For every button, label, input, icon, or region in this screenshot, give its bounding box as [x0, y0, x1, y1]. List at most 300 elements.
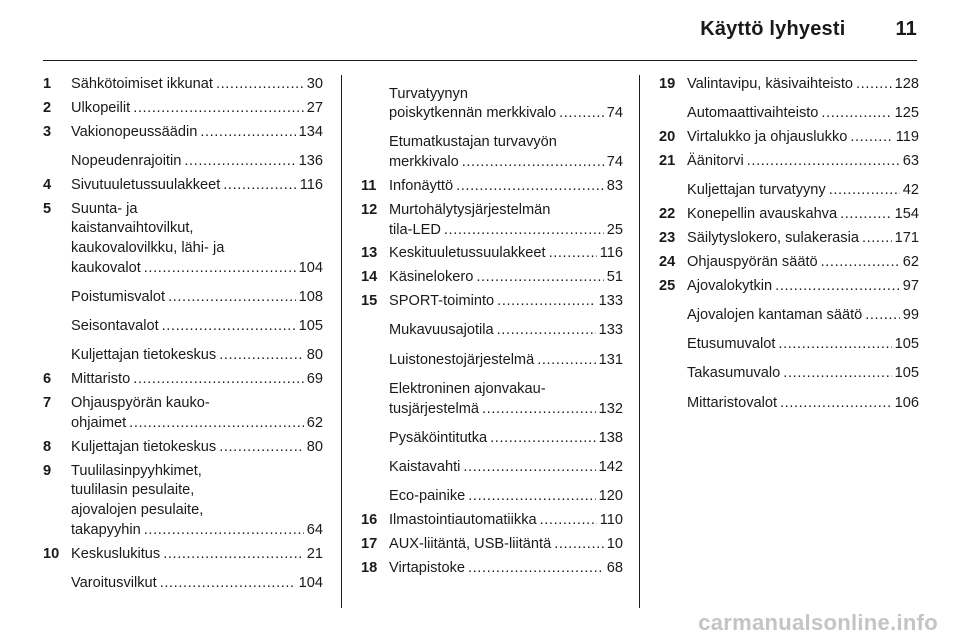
- entry-last-line: [389, 153, 623, 173]
- item-number: 13: [361, 245, 378, 262]
- dot-leader: [219, 438, 304, 458]
- entry-text: [389, 244, 623, 264]
- index-entry: [659, 306, 919, 326]
- entry-label: Ajovalokytkin: [687, 277, 773, 294]
- index-entry: [361, 292, 623, 312]
- index-entry: [659, 181, 919, 201]
- entry-text: [687, 335, 919, 355]
- entry-last-line: [687, 306, 919, 326]
- index-entry: [361, 559, 623, 579]
- index-entry: [361, 244, 623, 264]
- entry-text: [687, 394, 919, 414]
- entry-text: [71, 99, 323, 119]
- entry-text: [389, 487, 623, 507]
- dot-leader: [168, 288, 296, 308]
- entry-label: Sähkötoimiset ikkunat: [71, 76, 213, 92]
- entry-last-line: [389, 351, 623, 371]
- page-reference: 104: [298, 574, 323, 591]
- entry-text: [71, 346, 323, 366]
- entry-last-line: [71, 414, 323, 434]
- page-reference: 21: [306, 545, 323, 562]
- item-number: 14: [361, 269, 378, 286]
- item-number: 3: [43, 123, 52, 140]
- index-column-1: [43, 75, 323, 598]
- page-header: [700, 18, 917, 41]
- index-entry: [43, 346, 323, 366]
- entry-last-line: [389, 458, 623, 478]
- dot-leader: [468, 487, 595, 507]
- entry-last-line: [71, 259, 323, 279]
- entry-text: [687, 277, 919, 297]
- entry-last-line: [71, 438, 323, 458]
- page-reference: 106: [894, 394, 919, 411]
- page-reference: 80: [306, 438, 323, 455]
- entry-label: Kuljettajan tietokeskus: [71, 438, 217, 455]
- entry-text: [71, 317, 323, 337]
- page-reference: 133: [598, 293, 623, 310]
- entry-label: Käsinelokero: [389, 269, 474, 286]
- item-number: 18: [361, 559, 378, 576]
- entry-label: Valintavipu, käsivaihteisto: [687, 76, 854, 92]
- entry-last-line: [71, 317, 323, 337]
- page-reference: 108: [298, 289, 323, 306]
- dot-leader: [133, 370, 304, 390]
- index-entry: [659, 277, 919, 297]
- page-reference: 131: [598, 351, 623, 368]
- dot-leader: [780, 394, 892, 414]
- item-number: 15: [361, 293, 378, 310]
- entry-line: Suunta- ja: [71, 200, 138, 217]
- page-reference: 116: [599, 245, 623, 262]
- index-entry: [43, 123, 323, 143]
- entry-text: [71, 438, 323, 458]
- dot-leader: [559, 104, 604, 124]
- entry-text: [71, 152, 323, 172]
- entry-label: Ulkopeilit: [71, 99, 131, 116]
- dot-leader: [490, 429, 595, 449]
- index-entry: [361, 511, 623, 531]
- entry-text: [687, 181, 919, 201]
- entry-last-line: [389, 400, 623, 420]
- dot-leader: [184, 152, 295, 172]
- index-entry: [43, 152, 323, 172]
- page-reference: 83: [606, 178, 623, 194]
- entry-label: Keskituuletussuulakkeet: [389, 245, 546, 262]
- entry-text: [389, 321, 623, 341]
- item-number: 21: [659, 152, 676, 169]
- entry-last-line: [71, 99, 323, 119]
- entry-label: Sivutuuletussuulakkeet: [71, 176, 221, 193]
- column-divider-1: [341, 75, 342, 608]
- dot-leader: [144, 259, 296, 279]
- dot-leader: [554, 535, 604, 555]
- entry-label: Nopeudenrajoitin: [71, 152, 182, 169]
- page-number: 11: [895, 18, 917, 40]
- dot-leader: [840, 205, 892, 225]
- entry-last-line: [389, 429, 623, 449]
- entry-label: AUX-liitäntä, USB-liitäntä: [389, 535, 552, 552]
- entry-line: kaukovalovilkku, lähi- ja: [71, 240, 225, 257]
- entry-last-line: [389, 535, 623, 555]
- item-number: 10: [43, 545, 60, 562]
- entry-text: [389, 133, 623, 172]
- entry-line: Turvatyynyn: [389, 85, 468, 102]
- item-number: 23: [659, 229, 676, 246]
- item-number: 8: [43, 438, 52, 455]
- entry-label: Keskuslukitus: [71, 545, 161, 562]
- page-reference: 136: [298, 152, 323, 169]
- index-entry: [43, 200, 323, 279]
- index-entry: [659, 205, 919, 225]
- page-reference: 62: [902, 253, 919, 270]
- entry-last-line: [687, 152, 919, 172]
- entry-label: takapyyhin: [71, 521, 141, 538]
- index-entry: [659, 394, 919, 414]
- index-entry: [361, 85, 623, 124]
- entry-text: [389, 85, 623, 124]
- entry-label: Mittaristo: [71, 371, 131, 388]
- entry-last-line: [71, 152, 323, 172]
- page-reference: 154: [894, 206, 919, 223]
- entry-label: ohjaimet: [71, 414, 127, 431]
- dot-leader: [850, 128, 892, 148]
- entry-last-line: [687, 394, 919, 414]
- index-entry: [43, 394, 323, 433]
- index-entry: [361, 351, 623, 371]
- dot-leader: [463, 458, 595, 478]
- dot-leader: [144, 521, 304, 541]
- index-entry: [361, 429, 623, 449]
- index-entry: [361, 535, 623, 555]
- entry-label: Kaistavahti: [389, 458, 461, 475]
- entry-last-line: [389, 487, 623, 507]
- page-reference: 125: [894, 105, 919, 122]
- entry-label: Vakionopeussäädin: [71, 123, 198, 140]
- entry-label: Äänitorvi: [687, 152, 744, 169]
- index-entry: [659, 128, 919, 148]
- entry-text: [389, 511, 623, 531]
- item-number: 9: [43, 462, 52, 479]
- entry-last-line: [71, 75, 323, 95]
- dot-leader: [821, 104, 891, 124]
- index-column-3: [659, 75, 919, 417]
- index-entry: [43, 462, 323, 541]
- dot-leader: [219, 346, 304, 366]
- entry-text: [71, 123, 323, 143]
- page-reference: 63: [902, 152, 919, 169]
- dot-leader: [747, 152, 900, 172]
- entry-label: Konepellin avauskahva: [687, 206, 838, 223]
- item-number: 5: [43, 200, 52, 217]
- page-reference: 74: [606, 154, 623, 171]
- entry-last-line: [687, 277, 919, 297]
- dot-leader: [497, 321, 596, 341]
- entry-label: Mittaristovalot: [687, 394, 778, 411]
- entry-text: [389, 292, 623, 312]
- index-entry: [659, 335, 919, 355]
- index-entry: [43, 75, 323, 95]
- page-reference: 105: [298, 318, 323, 335]
- index-entry: [43, 99, 323, 119]
- entry-last-line: [389, 559, 623, 579]
- index-entry: [659, 152, 919, 172]
- entry-label: SPORT-toiminto: [389, 293, 495, 310]
- index-entry: [361, 380, 623, 419]
- page-reference: 80: [306, 347, 323, 364]
- entry-label: Takasumuvalo: [687, 365, 781, 382]
- entry-label: Seisontavalot: [71, 318, 159, 335]
- index-entry: [659, 229, 919, 249]
- index-entry: [361, 487, 623, 507]
- page-reference: 99: [902, 306, 919, 323]
- dot-leader: [468, 559, 604, 579]
- entry-last-line: [687, 364, 919, 384]
- entry-line: ajovalojen pesulaite,: [71, 502, 204, 519]
- entry-label: Mukavuusajotila: [389, 322, 494, 339]
- page-reference: 119: [895, 129, 919, 146]
- entry-text: [687, 229, 919, 249]
- entry-last-line: [71, 176, 323, 196]
- entry-line: Etumatkustajan turvavyön: [389, 134, 557, 151]
- entry-text: [71, 574, 323, 594]
- entry-last-line: [71, 370, 323, 390]
- index-entry: [659, 253, 919, 273]
- dot-leader: [540, 511, 597, 531]
- entry-label: Kuljettajan turvatyyny: [687, 182, 826, 199]
- entry-label: Ajovalojen kantaman säätö: [687, 306, 863, 323]
- entry-line: Murtohälytysjärjestelmän: [389, 201, 551, 218]
- index-entry: [361, 268, 623, 288]
- page-reference: 68: [606, 559, 623, 576]
- entry-label: Virtapistoke: [389, 559, 465, 576]
- item-number: 17: [361, 535, 378, 552]
- entry-last-line: [687, 253, 919, 273]
- entry-text: [71, 370, 323, 390]
- page-reference: 133: [598, 322, 623, 339]
- index-entry: [43, 288, 323, 308]
- entry-last-line: [687, 128, 919, 148]
- index-entry: [43, 176, 323, 196]
- page-reference: 27: [306, 99, 323, 116]
- dot-leader: [497, 292, 595, 312]
- dot-leader: [223, 176, 296, 196]
- entry-text: [71, 462, 323, 541]
- entry-line: Ohjauspyörän kauko-: [71, 395, 210, 412]
- entry-text: [71, 545, 323, 565]
- entry-last-line: [389, 177, 623, 197]
- entry-last-line: [687, 335, 919, 355]
- entry-last-line: [71, 521, 323, 541]
- page-reference: 142: [598, 458, 623, 475]
- index-entry: [361, 201, 623, 240]
- page-reference: 62: [306, 414, 323, 431]
- dot-leader: [133, 99, 304, 119]
- entry-label: tusjärjestelmä: [389, 400, 480, 417]
- dot-leader: [444, 221, 604, 241]
- dot-leader: [778, 335, 891, 355]
- index-entry: [361, 321, 623, 341]
- item-number: 24: [659, 253, 676, 270]
- dot-leader: [537, 351, 595, 371]
- dot-leader: [775, 277, 900, 297]
- entry-last-line: [71, 123, 323, 143]
- entry-label: poiskytkennän merkkivalo: [389, 105, 557, 122]
- page-reference: 104: [298, 259, 323, 276]
- index-entry: [43, 317, 323, 337]
- page-reference: 120: [598, 488, 623, 505]
- item-number: 22: [659, 206, 676, 223]
- entry-line: Tuulilasinpyyhkimet,: [71, 462, 202, 479]
- entry-last-line: [389, 268, 623, 288]
- entry-last-line: [71, 574, 323, 594]
- entry-last-line: [389, 244, 623, 264]
- entry-text: [687, 75, 919, 95]
- entry-label: kaukovalot: [71, 259, 141, 276]
- dot-leader: [783, 364, 891, 384]
- page-reference: 51: [606, 269, 623, 286]
- page-reference: 116: [299, 176, 323, 193]
- entry-text: [389, 429, 623, 449]
- index-entry: [43, 370, 323, 390]
- entry-text: [71, 176, 323, 196]
- entry-label: Kuljettajan tietokeskus: [71, 347, 217, 364]
- page-reference: 64: [306, 521, 323, 538]
- dot-leader: [200, 123, 295, 143]
- dot-leader: [160, 574, 296, 594]
- entry-label: merkkivalo: [389, 154, 459, 171]
- entry-text: [687, 364, 919, 384]
- entry-text: [389, 351, 623, 371]
- dot-leader: [476, 268, 603, 288]
- dot-leader: [162, 317, 296, 337]
- dot-leader: [549, 244, 597, 264]
- entry-text: [389, 268, 623, 288]
- entry-text: [687, 253, 919, 273]
- index-entry: [43, 574, 323, 594]
- entry-last-line: [71, 288, 323, 308]
- entry-last-line: [687, 205, 919, 225]
- dot-leader: [163, 545, 304, 565]
- page-reference: 132: [598, 400, 623, 417]
- entry-label: Etusumuvalot: [687, 336, 776, 353]
- dot-leader: [821, 253, 900, 273]
- entry-line: kaistanvaihtovilkut,: [71, 220, 194, 237]
- index-entry: [361, 177, 623, 197]
- entry-label: Luistonestojärjestelmä: [389, 351, 535, 368]
- index-column-2: [361, 75, 623, 583]
- header-rule: [43, 60, 917, 61]
- entry-label: Säilytyslokero, sulakerasia: [687, 229, 859, 246]
- page-reference: 74: [606, 105, 623, 122]
- page-reference: 134: [298, 123, 323, 140]
- entry-last-line: [389, 221, 623, 241]
- page-reference: 138: [598, 429, 623, 446]
- page-reference: 10: [606, 535, 623, 552]
- entry-label: Infonäyttö: [389, 178, 454, 194]
- dot-leader: [129, 414, 304, 434]
- entry-last-line: [389, 321, 623, 341]
- column-divider-2: [639, 75, 640, 608]
- dot-leader: [456, 177, 604, 197]
- entry-text: [687, 306, 919, 326]
- item-number: 20: [659, 129, 676, 146]
- page-reference: 97: [902, 277, 919, 294]
- page-reference: 69: [306, 371, 323, 388]
- dot-leader: [482, 400, 596, 420]
- dot-leader: [862, 229, 892, 249]
- page-reference: 30: [306, 76, 323, 92]
- index-entry: [659, 75, 919, 95]
- entry-label: Eco-painike: [389, 488, 466, 505]
- dot-leader: [865, 306, 900, 326]
- dot-leader: [462, 153, 604, 173]
- item-number: 25: [659, 277, 676, 294]
- entry-label: Automaattivaihteisto: [687, 105, 819, 122]
- entry-text: [687, 205, 919, 225]
- entry-text: [71, 75, 323, 95]
- entry-last-line: [389, 104, 623, 124]
- entry-last-line: [687, 75, 919, 95]
- entry-last-line: [687, 229, 919, 249]
- entry-text: [71, 394, 323, 433]
- page-reference: 110: [599, 512, 623, 529]
- entry-line: Elektroninen ajonvakau-: [389, 380, 546, 397]
- index-entry: [659, 364, 919, 384]
- entry-last-line: [389, 292, 623, 312]
- entry-label: Ilmastointiautomatiikka: [389, 512, 537, 529]
- entry-last-line: [389, 511, 623, 531]
- entry-label: Varoitusvilkut: [71, 574, 157, 591]
- entry-text: [389, 535, 623, 555]
- entry-text: [71, 288, 323, 308]
- entry-text: [687, 152, 919, 172]
- item-number: 1: [43, 76, 52, 92]
- item-number: 19: [659, 76, 676, 92]
- entry-label: Pysäköintitutka: [389, 429, 488, 446]
- entry-label: tila-LED: [389, 221, 441, 238]
- entry-line: tuulilasin pesulaite,: [71, 482, 195, 499]
- section-title: Käyttö lyhyesti: [700, 18, 846, 40]
- page-reference: 128: [894, 76, 919, 92]
- dot-leader: [856, 75, 892, 95]
- item-number: 6: [43, 371, 52, 388]
- entry-text: [687, 104, 919, 124]
- entry-text: [389, 201, 623, 240]
- entry-text: [71, 200, 323, 279]
- entry-last-line: [71, 545, 323, 565]
- item-number: 16: [361, 512, 378, 529]
- entry-last-line: [687, 181, 919, 201]
- entry-text: [389, 380, 623, 419]
- item-number: 2: [43, 99, 52, 116]
- index-entry: [43, 438, 323, 458]
- entry-text: [389, 559, 623, 579]
- watermark: carmanualsonline.info: [698, 610, 938, 635]
- entry-text: [687, 128, 919, 148]
- page-reference: 105: [894, 336, 919, 353]
- item-number: 7: [43, 395, 52, 412]
- item-number: 4: [43, 176, 52, 193]
- index-entry: [361, 133, 623, 172]
- dot-leader: [216, 75, 304, 95]
- page-reference: 25: [606, 221, 623, 238]
- dot-leader: [829, 181, 900, 201]
- entry-last-line: [687, 104, 919, 124]
- item-number: 12: [361, 201, 378, 218]
- entry-label: Virtalukko ja ohjauslukko: [687, 129, 848, 146]
- page-reference: 171: [894, 229, 919, 246]
- page-reference: 42: [902, 182, 919, 199]
